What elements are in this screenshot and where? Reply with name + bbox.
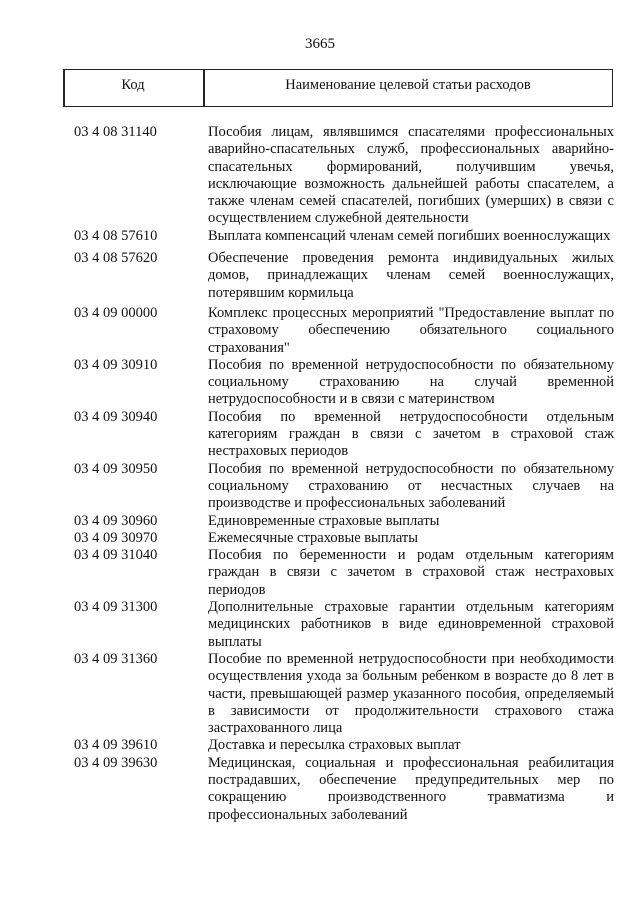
row-name: Медицинская, социальная и профессиональная реабилитация пострадавших, обеспечение предупредительных мер по сокращению производственного травматизма и профессиональных заболеваний (208, 754, 614, 823)
row-name: Выплата компенсаций членам семей погибших военнослужащих (208, 227, 611, 244)
row-code: 03 4 09 31300 (74, 599, 158, 616)
row-code: 03 4 09 30960 (74, 512, 158, 529)
row-code: 03 4 09 31040 (74, 547, 158, 564)
header-name-label: Наименование целевой статьи расходов (285, 77, 531, 93)
row-code: 03 4 09 39630 (74, 754, 158, 771)
row-code: 03 4 09 30940 (74, 408, 158, 425)
row-name: Комплекс процессных мероприятий "Предоставление выплат по страховому обеспечению обязательного социального страхования" (208, 304, 614, 356)
page-number: 3665 (305, 36, 335, 52)
row-code: 03 4 08 31140 (74, 124, 157, 140)
row-code: 03 4 09 39610 (74, 737, 158, 754)
table-header (63, 69, 613, 107)
row-name: Пособия по беременности и родам отдельным категориям граждан в связи с зачетом в страховой стаж нестраховых периодов (208, 547, 614, 598)
row-name: Ежемесячные страховые выплаты (208, 529, 419, 546)
table-row (74, 599, 614, 651)
table-row (74, 651, 614, 737)
table-row (74, 250, 614, 302)
row-code: 03 4 09 30950 (74, 460, 158, 477)
row-name: Доставка и пересылка страховых выплат (208, 737, 461, 754)
row-code: 03 4 09 30970 (74, 529, 158, 546)
row-code: 03 4 08 57610 (74, 227, 158, 244)
table-row (74, 357, 614, 409)
table-row (74, 305, 614, 357)
table-row (74, 530, 614, 547)
row-code: 03 4 09 30910 (74, 356, 158, 373)
table-row (74, 461, 614, 513)
table-row (74, 513, 614, 530)
table-row (74, 124, 614, 228)
row-name: Пособия по временной нетрудоспособности по обязательному социальному страхованию на случай временной нетрудоспособности и в связи с материнством (208, 356, 614, 408)
table-row (74, 737, 614, 754)
row-name: Пособие по временной нетрудоспособности при необходимости осуществления ухода за больным ребенком в возрасте до 8 лет в части, превышающей размер указанного пособия, определяемый в зависимости от продолжительности страхового стажа застрахованного лица (208, 650, 614, 737)
row-name: Пособия лицам, являвшимся спасателями профессиональных аварийно-спасательных служб, профессиональных аварийно-спасательных формирований, получившим увечья, исключающие возможность дальнейшей работы спасателем, а также членам семей спасателей, погибших (умерших) в связи с осуществлением служебной деятельности (208, 124, 614, 227)
header-code-label: Код (121, 77, 145, 93)
row-name: Обеспечение проведения ремонта индивидуальных жилых домов, принадлежащих членам семей военнослужащих, потерявшим кормильца (208, 250, 614, 301)
table-body (74, 124, 614, 824)
row-name: Пособия по временной нетрудоспособности отдельным категориям граждан в связи с зачетом в страховой стаж нестраховых периодов (208, 408, 614, 460)
row-name: Дополнительные страховые гарантии отдельным категориям медицинских работников в виде единовременной страховой выплаты (208, 599, 614, 650)
row-name: Пособия по временной нетрудоспособности по обязательному социальному страхованию от несчастных случаев на производстве и профессиональных заболеваний (208, 460, 614, 512)
table-row (74, 547, 614, 599)
row-code: 03 4 08 57620 (74, 250, 158, 267)
row-name: Единовременные страховые выплаты (208, 512, 440, 529)
row-code: 03 4 09 31360 (74, 650, 158, 667)
table-row (74, 409, 614, 461)
table-row (74, 755, 614, 824)
table-row (74, 228, 614, 245)
row-code: 03 4 09 00000 (74, 304, 158, 321)
